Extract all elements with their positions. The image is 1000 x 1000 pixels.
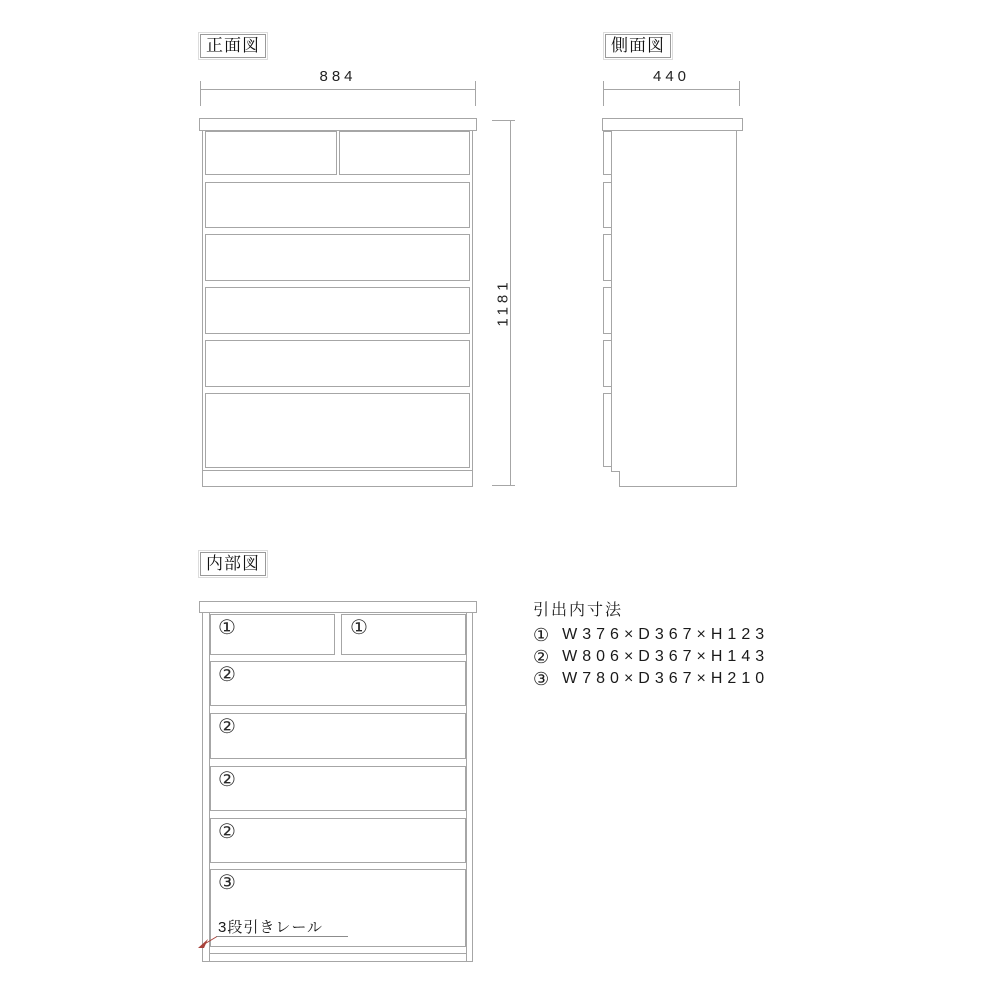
drawer-front [205, 340, 470, 387]
rail-note: 3段引きレール [218, 919, 324, 936]
side-wall-inner-line [466, 612, 467, 961]
drawer-front [205, 393, 470, 468]
legend-item [533, 646, 769, 668]
legend-dims: W376×D367×H123 [562, 626, 770, 643]
legend-item [533, 624, 769, 646]
drawer-front-edge [603, 393, 612, 467]
dimension-tick [492, 485, 515, 486]
legend-mark: ③ [533, 668, 550, 689]
drawer-front [205, 131, 337, 175]
base-line [209, 953, 467, 954]
drawer-front-edge [603, 131, 612, 175]
dimension-tick [475, 81, 476, 106]
legend-mark: ① [533, 624, 550, 645]
drawer-compartment [210, 766, 466, 811]
dimension-tick [739, 81, 740, 106]
dimension-tick [603, 81, 604, 106]
side-depth-dimension: 440 [652, 68, 691, 85]
drawer-number-label: ① [218, 617, 236, 639]
drawer-number-label: ② [218, 716, 236, 738]
dimension-tick [200, 81, 201, 106]
legend-dims: W780×D367×H210 [562, 670, 770, 687]
drawer-front-edge [603, 182, 612, 228]
drawer-number-label: ② [218, 769, 236, 791]
interior-view-title: 内部図 [200, 552, 266, 576]
legend-item [533, 668, 769, 690]
cabinet-base [202, 470, 473, 487]
toe-kick-notch [611, 471, 620, 487]
drawer-number-label: ① [350, 617, 368, 639]
drawer-compartment [210, 713, 466, 759]
drawer-number-label: ③ [218, 872, 236, 894]
drawer-front [205, 182, 470, 228]
drawer-number-label: ② [218, 664, 236, 686]
drawer-compartment [210, 818, 466, 863]
drawer-front-edge [603, 340, 612, 387]
front-height-dimension: 1181 [494, 278, 512, 327]
drawer-front [339, 131, 470, 175]
side-view-title: 側面図 [605, 34, 671, 58]
front-width-dimension: 884 [319, 68, 357, 85]
legend-dims: W806×D367×H143 [562, 648, 770, 665]
drawer-front-edge [603, 234, 612, 281]
dimension-line [200, 89, 476, 90]
front-view-title: 正面図 [200, 34, 266, 58]
drawer-dimensions-legend [533, 597, 769, 690]
drawer-front [205, 287, 470, 334]
legend-title: 引出内寸法 [533, 602, 624, 619]
drawer-number-label: ② [218, 821, 236, 843]
cabinet-side-body [611, 130, 737, 487]
dimension-line [603, 89, 740, 90]
drawer-front [205, 234, 470, 281]
legend-mark: ② [533, 646, 550, 667]
leader-line [216, 936, 348, 937]
dimension-tick [492, 120, 515, 121]
drawer-front-edge [603, 287, 612, 334]
drawer-compartment [210, 661, 466, 706]
